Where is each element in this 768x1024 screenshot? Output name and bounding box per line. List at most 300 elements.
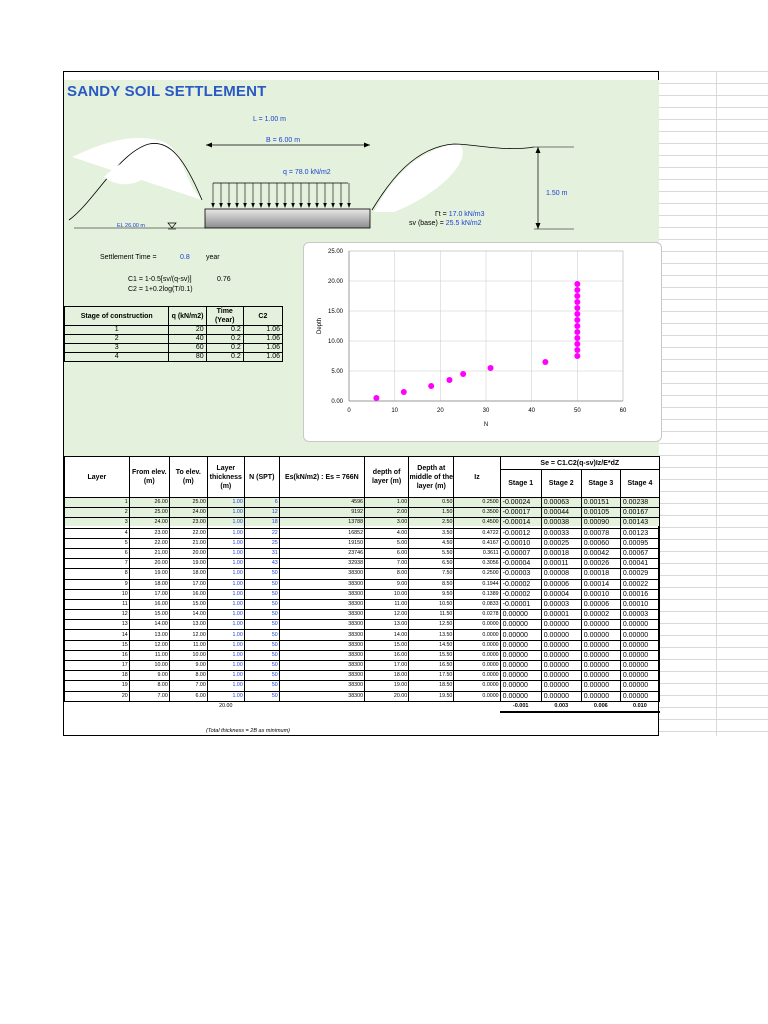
data-point [574,353,580,359]
table-cell: 0.00000 [500,671,541,681]
table-cell: 0.00000 [500,640,541,650]
table-cell: 11 [65,599,130,609]
table-row [65,579,660,589]
table-cell: 3 [65,518,130,528]
table-cell: 18 [65,671,130,681]
load-arrow-head [267,203,271,208]
table-row [65,650,660,660]
table-row [65,640,660,650]
load-arrow-head [275,203,279,208]
table-row [65,610,660,620]
table-row [65,508,660,518]
table-cell: 50 [244,640,279,650]
spt-header: N (SPT) [244,457,279,498]
table-row [65,548,660,558]
table-cell: 14.50 [409,640,454,650]
table-cell: 10.50 [409,599,454,609]
table-cell: 0.00011 [541,559,581,569]
stage-cell: 1.06 [243,353,282,362]
data-point [574,323,580,329]
table-cell: 0.00000 [541,640,581,650]
stage-cell: 1.06 [243,326,282,335]
table-cell: 13.00 [365,620,409,630]
table-cell: 0.00000 [500,620,541,630]
table-cell: 2.00 [365,508,409,518]
table-cell: -0.00004 [500,559,541,569]
table-cell: 7.00 [365,559,409,569]
q-label: q = 78.0 kN/m2 [283,169,331,176]
table-cell: 4.00 [365,528,409,538]
table-cell: 8.50 [409,579,454,589]
load-arrow-head [307,203,311,208]
table-cell: 25 [244,538,279,548]
table-cell: 38300 [279,579,364,589]
table-cell: 15.00 [129,610,169,620]
x-tick-label: 30 [482,408,490,414]
stage-cell: 4 [65,353,169,362]
table-cell: 3.00 [365,518,409,528]
table-cell: 0.00000 [620,630,659,640]
table-cell: 0.00078 [581,528,620,538]
table-cell: 14 [65,630,130,640]
table-cell: 0.00000 [620,671,659,681]
settlement-time-label: Settlement Time = [100,254,157,261]
table-cell: 0.00008 [541,569,581,579]
table-cell: 0.00090 [581,518,620,528]
table-cell: 0.00000 [620,691,659,701]
y-tick-label: 20.00 [327,279,343,285]
data-point [488,365,494,371]
gamma-row: Гt = 17.0 kN/m3 [435,211,485,218]
table-cell: 22.00 [129,538,169,548]
y-tick-label: 5.00 [331,369,343,375]
table-cell: 19.00 [169,559,207,569]
table-cell: 20.00 [129,559,169,569]
table-cell: 0.00000 [620,650,659,660]
table-row [65,528,660,538]
table-cell: 0.00067 [620,548,659,558]
table-cell: 1 [65,498,130,508]
table-cell: 9.50 [409,589,454,599]
table-cell: 22 [244,528,279,538]
table-cell: 0.00000 [500,630,541,640]
table-cell: 17 [65,661,130,671]
table-cell: 7 [65,559,130,569]
table-cell: 9 [65,579,130,589]
table-cell: 7.00 [169,681,207,691]
table-cell: 0.00000 [541,671,581,681]
data-point [574,311,580,317]
table-cell: 17.50 [409,671,454,681]
table-cell: 16.00 [129,599,169,609]
table-cell: 0.00000 [620,640,659,650]
table-cell: 0.00000 [541,691,581,701]
table-cell: 22.00 [169,528,207,538]
table-cell: 4.50 [409,538,454,548]
table-cell: 11.00 [129,650,169,660]
table-cell: 15 [65,640,130,650]
x-tick-label: 20 [436,408,444,414]
table-cell: 14.00 [129,620,169,630]
stage-cell: 3 [65,344,169,353]
load-arrow-head [227,203,231,208]
table-cell: -0.00001 [500,599,541,609]
table-cell: 5 [65,538,130,548]
table-cell: 38300 [279,650,364,660]
table-cell: 1.00 [207,508,244,518]
table-cell: 1.00 [207,620,244,630]
table-cell: 50 [244,671,279,681]
mid-depth-header: Depth at middle of the layer (m) [409,457,454,498]
stage-cell: 0.2 [206,326,243,335]
table-cell: 0.00029 [620,569,659,579]
table-row [65,671,660,681]
table-cell: 0.00000 [541,630,581,640]
table-cell: 0.00016 [620,589,659,599]
table-cell: 0.00000 [581,691,620,701]
data-point [574,347,580,353]
table-cell: 0.00000 [620,661,659,671]
table-cell: 16.00 [169,589,207,599]
table-cell: 0.3611 [454,548,500,558]
table-row [65,620,660,630]
table-cell: 13 [65,620,130,630]
table-cell: 0.00010 [581,589,620,599]
table-cell: 1.00 [207,640,244,650]
table-cell: 0.00018 [581,569,620,579]
table-row [65,518,660,528]
table-row [65,538,660,548]
table-cell: 23746 [279,548,364,558]
table-cell: 0.0000 [454,681,500,691]
total-stage-4: 0.010 [620,701,659,712]
table-cell: 38300 [279,620,364,630]
table-cell: 0.00001 [541,610,581,620]
totals-row [65,701,660,712]
table-cell: 2 [65,508,130,518]
total-stage-1: -0.001 [500,701,541,712]
table-cell: 50 [244,681,279,691]
table-cell: 21.00 [169,538,207,548]
q-header: q (kN/m2) [169,307,206,326]
table-cell: 50 [244,630,279,640]
table-cell: 9192 [279,508,364,518]
table-cell: 6 [65,548,130,558]
table-cell: 0.00000 [581,640,620,650]
table-cell: 0.00000 [500,681,541,691]
table-cell: 31 [244,548,279,558]
table-cell: -0.00002 [500,579,541,589]
table-cell: 5.00 [365,538,409,548]
table-row [65,630,660,640]
table-cell: 0.00000 [500,610,541,620]
table-cell: 9.00 [129,671,169,681]
table-cell: 0.00151 [581,498,620,508]
table-cell: 12.00 [365,610,409,620]
table-cell: 19 [65,681,130,691]
stage-2-header: Stage 2 [541,470,581,498]
es-header: Es(kN/m2) : Es = 766N [279,457,364,498]
table-cell: 32938 [279,559,364,569]
table-cell: 0.2500 [454,569,500,579]
table-cell: 0.1389 [454,589,500,599]
footing [205,209,370,228]
table-cell: 0.0000 [454,661,500,671]
table-cell: 9.00 [365,579,409,589]
table-cell: 0.4500 [454,518,500,528]
table-cell: 0.00004 [541,589,581,599]
table-cell: 1.00 [207,681,244,691]
table-cell: 16 [65,650,130,660]
table-cell: 19150 [279,538,364,548]
spreadsheet-grid-background [659,71,768,736]
load-arrow-head [235,203,239,208]
stage-row [65,353,283,362]
table-cell: 0.00003 [541,599,581,609]
stage-1-header: Stage 1 [500,470,541,498]
data-point [574,341,580,347]
table-cell: 1.00 [207,518,244,528]
table-cell: 21.00 [129,548,169,558]
table-cell: 0.00018 [541,548,581,558]
table-cell: 0.2500 [454,498,500,508]
table-cell: -0.00014 [500,518,541,528]
settlement-time-unit: year [206,254,220,261]
height-label: 1.50 m [546,190,568,197]
table-cell: 19.00 [129,569,169,579]
table-cell: 18.00 [365,671,409,681]
stage-cell: 0.2 [206,344,243,353]
table-cell: 1.00 [207,548,244,558]
table-cell: 38300 [279,589,364,599]
stage-row [65,344,283,353]
table-cell: 0.00000 [541,650,581,660]
data-point [446,377,452,383]
table-cell: 3.50 [409,528,454,538]
table-cell: 1.00 [207,650,244,660]
table-cell: 38300 [279,630,364,640]
table-cell: 50 [244,569,279,579]
table-cell: 1.00 [207,599,244,609]
stage-cell: 2 [65,335,169,344]
table-cell: 0.00038 [541,518,581,528]
load-arrow-head [243,203,247,208]
table-cell: 23.00 [129,528,169,538]
table-cell: -0.00017 [500,508,541,518]
table-cell: 0.00000 [620,681,659,691]
table-cell: 26.00 [129,498,169,508]
se-header: Se = C1.C2(q-sv)Iz/E*dZ [500,457,659,470]
table-cell: 16852 [279,528,364,538]
table-cell: 1.00 [207,630,244,640]
table-cell: 1.00 [207,528,244,538]
data-point [574,305,580,311]
b-label: B = 6.00 m [266,137,301,144]
to-elev-header: To elev. (m) [169,457,207,498]
l-label: L = 1.00 m [253,116,287,123]
table-cell: 2.50 [409,518,454,528]
table-cell: 0.1944 [454,579,500,589]
table-cell: 50 [244,661,279,671]
table-cell: 38300 [279,681,364,691]
table-cell: 11.00 [365,599,409,609]
table-cell: 0.00000 [581,671,620,681]
table-cell: 23.00 [169,518,207,528]
table-cell: 1.00 [207,538,244,548]
data-point [574,293,580,299]
table-cell: 0.00041 [620,559,659,569]
table-cell: 50 [244,599,279,609]
table-cell: 10 [65,589,130,599]
data-point [574,299,580,305]
table-cell: 8.00 [129,681,169,691]
table-cell: 25.00 [169,498,207,508]
table-cell: 0.00006 [541,579,581,589]
layer-header: Layer [65,457,130,498]
table-cell: 12.00 [129,640,169,650]
table-cell: 0.00000 [500,661,541,671]
table-cell: 10.00 [169,650,207,660]
table-cell: 24.00 [169,508,207,518]
table-cell: 20 [65,691,130,701]
table-row [65,661,660,671]
table-cell: 16.50 [409,661,454,671]
data-point [428,383,434,389]
table-cell: 0.0833 [454,599,500,609]
data-point [542,359,548,365]
table-cell: 7.50 [409,569,454,579]
iz-header: Iz [454,457,500,498]
table-cell: 10.00 [365,589,409,599]
load-arrows [211,183,351,208]
table-cell: 0.0000 [454,640,500,650]
table-cell: 0.00026 [581,559,620,569]
load-arrow-head [251,203,255,208]
table-cell: 5.50 [409,548,454,558]
data-point [373,395,379,401]
total-thickness: 20.00 [207,701,244,712]
stage-cell: 1 [65,326,169,335]
table-cell: 13.50 [409,630,454,640]
table-cell: 13.00 [169,620,207,630]
data-point [460,371,466,377]
data-point [401,389,407,395]
table-cell: 18.00 [169,569,207,579]
x-axis-label: N [483,422,489,428]
table-cell: 18.00 [129,579,169,589]
c2-formula: C2 = 1+0.2log(T/0.1) [128,286,193,293]
table-cell: 0.0278 [454,610,500,620]
stage-cell: 1.06 [243,335,282,344]
data-point [574,329,580,335]
stage-row [65,326,283,335]
table-cell: -0.00024 [500,498,541,508]
table-cell: 8.00 [365,569,409,579]
y-axis-label: Depth [317,317,323,335]
table-cell: 25.00 [129,508,169,518]
water-level-icon [168,223,176,228]
table-cell: 6.00 [169,691,207,701]
table-cell: 0.4722 [454,528,500,538]
table-cell: 19.00 [365,681,409,691]
table-cell: 0.00000 [581,650,620,660]
soil-mound-right [374,144,463,212]
table-cell: 0.00000 [581,661,620,671]
table-cell: -0.00002 [500,589,541,599]
thickness-note: (Total thickness = 2B as minimum) [206,728,291,734]
table-cell: 0.4167 [454,538,500,548]
chart-svg [304,243,661,441]
load-arrow-head [299,203,303,208]
time-header: Time (Year) [206,307,243,326]
table-cell: 0.00063 [541,498,581,508]
table-cell: 18 [244,518,279,528]
table-cell: 0.00025 [541,538,581,548]
x-tick-label: 50 [573,408,581,414]
table-cell: 8.00 [169,671,207,681]
table-cell: 0.00123 [620,528,659,538]
table-cell: 12 [65,610,130,620]
load-arrow-head [219,203,223,208]
table-cell: 0.00022 [620,579,659,589]
stage-cell: 40 [169,335,206,344]
table-cell: 38300 [279,610,364,620]
table-cell: 20.00 [365,691,409,701]
table-cell: 0.00003 [620,610,659,620]
total-stage-3: 0.006 [581,701,620,712]
table-cell: 50 [244,691,279,701]
table-cell: 6.00 [365,548,409,558]
table-cell: 12 [244,508,279,518]
table-cell: 17.00 [169,579,207,589]
table-cell: 14.00 [365,630,409,640]
stage-cell: 0.2 [206,335,243,344]
table-row [65,589,660,599]
table-cell: 24.00 [129,518,169,528]
stage-row [65,335,283,344]
y-tick-label: 0.00 [331,399,343,405]
y-tick-label: 25.00 [327,249,343,255]
table-cell: 17.00 [129,589,169,599]
from-elev-header: From elev. (m) [129,457,169,498]
table-cell: 38300 [279,671,364,681]
stage-3-header: Stage 3 [581,470,620,498]
x-tick-label: 0 [347,408,351,414]
table-cell: 1.00 [365,498,409,508]
x-tick-label: 10 [391,408,399,414]
table-row [65,559,660,569]
table-cell: 0.00000 [581,620,620,630]
stage-4-header: Stage 4 [620,470,659,498]
table-cell: 6 [244,498,279,508]
table-cell: 11.00 [169,640,207,650]
table-cell: 0.00002 [581,610,620,620]
table-cell: 1.00 [207,671,244,681]
table-cell: 14.00 [169,610,207,620]
table-cell: 0.00042 [581,548,620,558]
load-arrow-head [339,203,343,208]
table-cell: 0.00105 [581,508,620,518]
table-cell: 19.50 [409,691,454,701]
table-cell: 17.00 [365,661,409,671]
table-cell: 0.00006 [581,599,620,609]
c1-value: 0.76 [217,276,231,283]
table-cell: 50 [244,589,279,599]
data-point [574,335,580,341]
table-cell: 38300 [279,661,364,671]
thickness-header: Layer thickness (m) [207,457,244,498]
table-cell: 0.0000 [454,630,500,640]
